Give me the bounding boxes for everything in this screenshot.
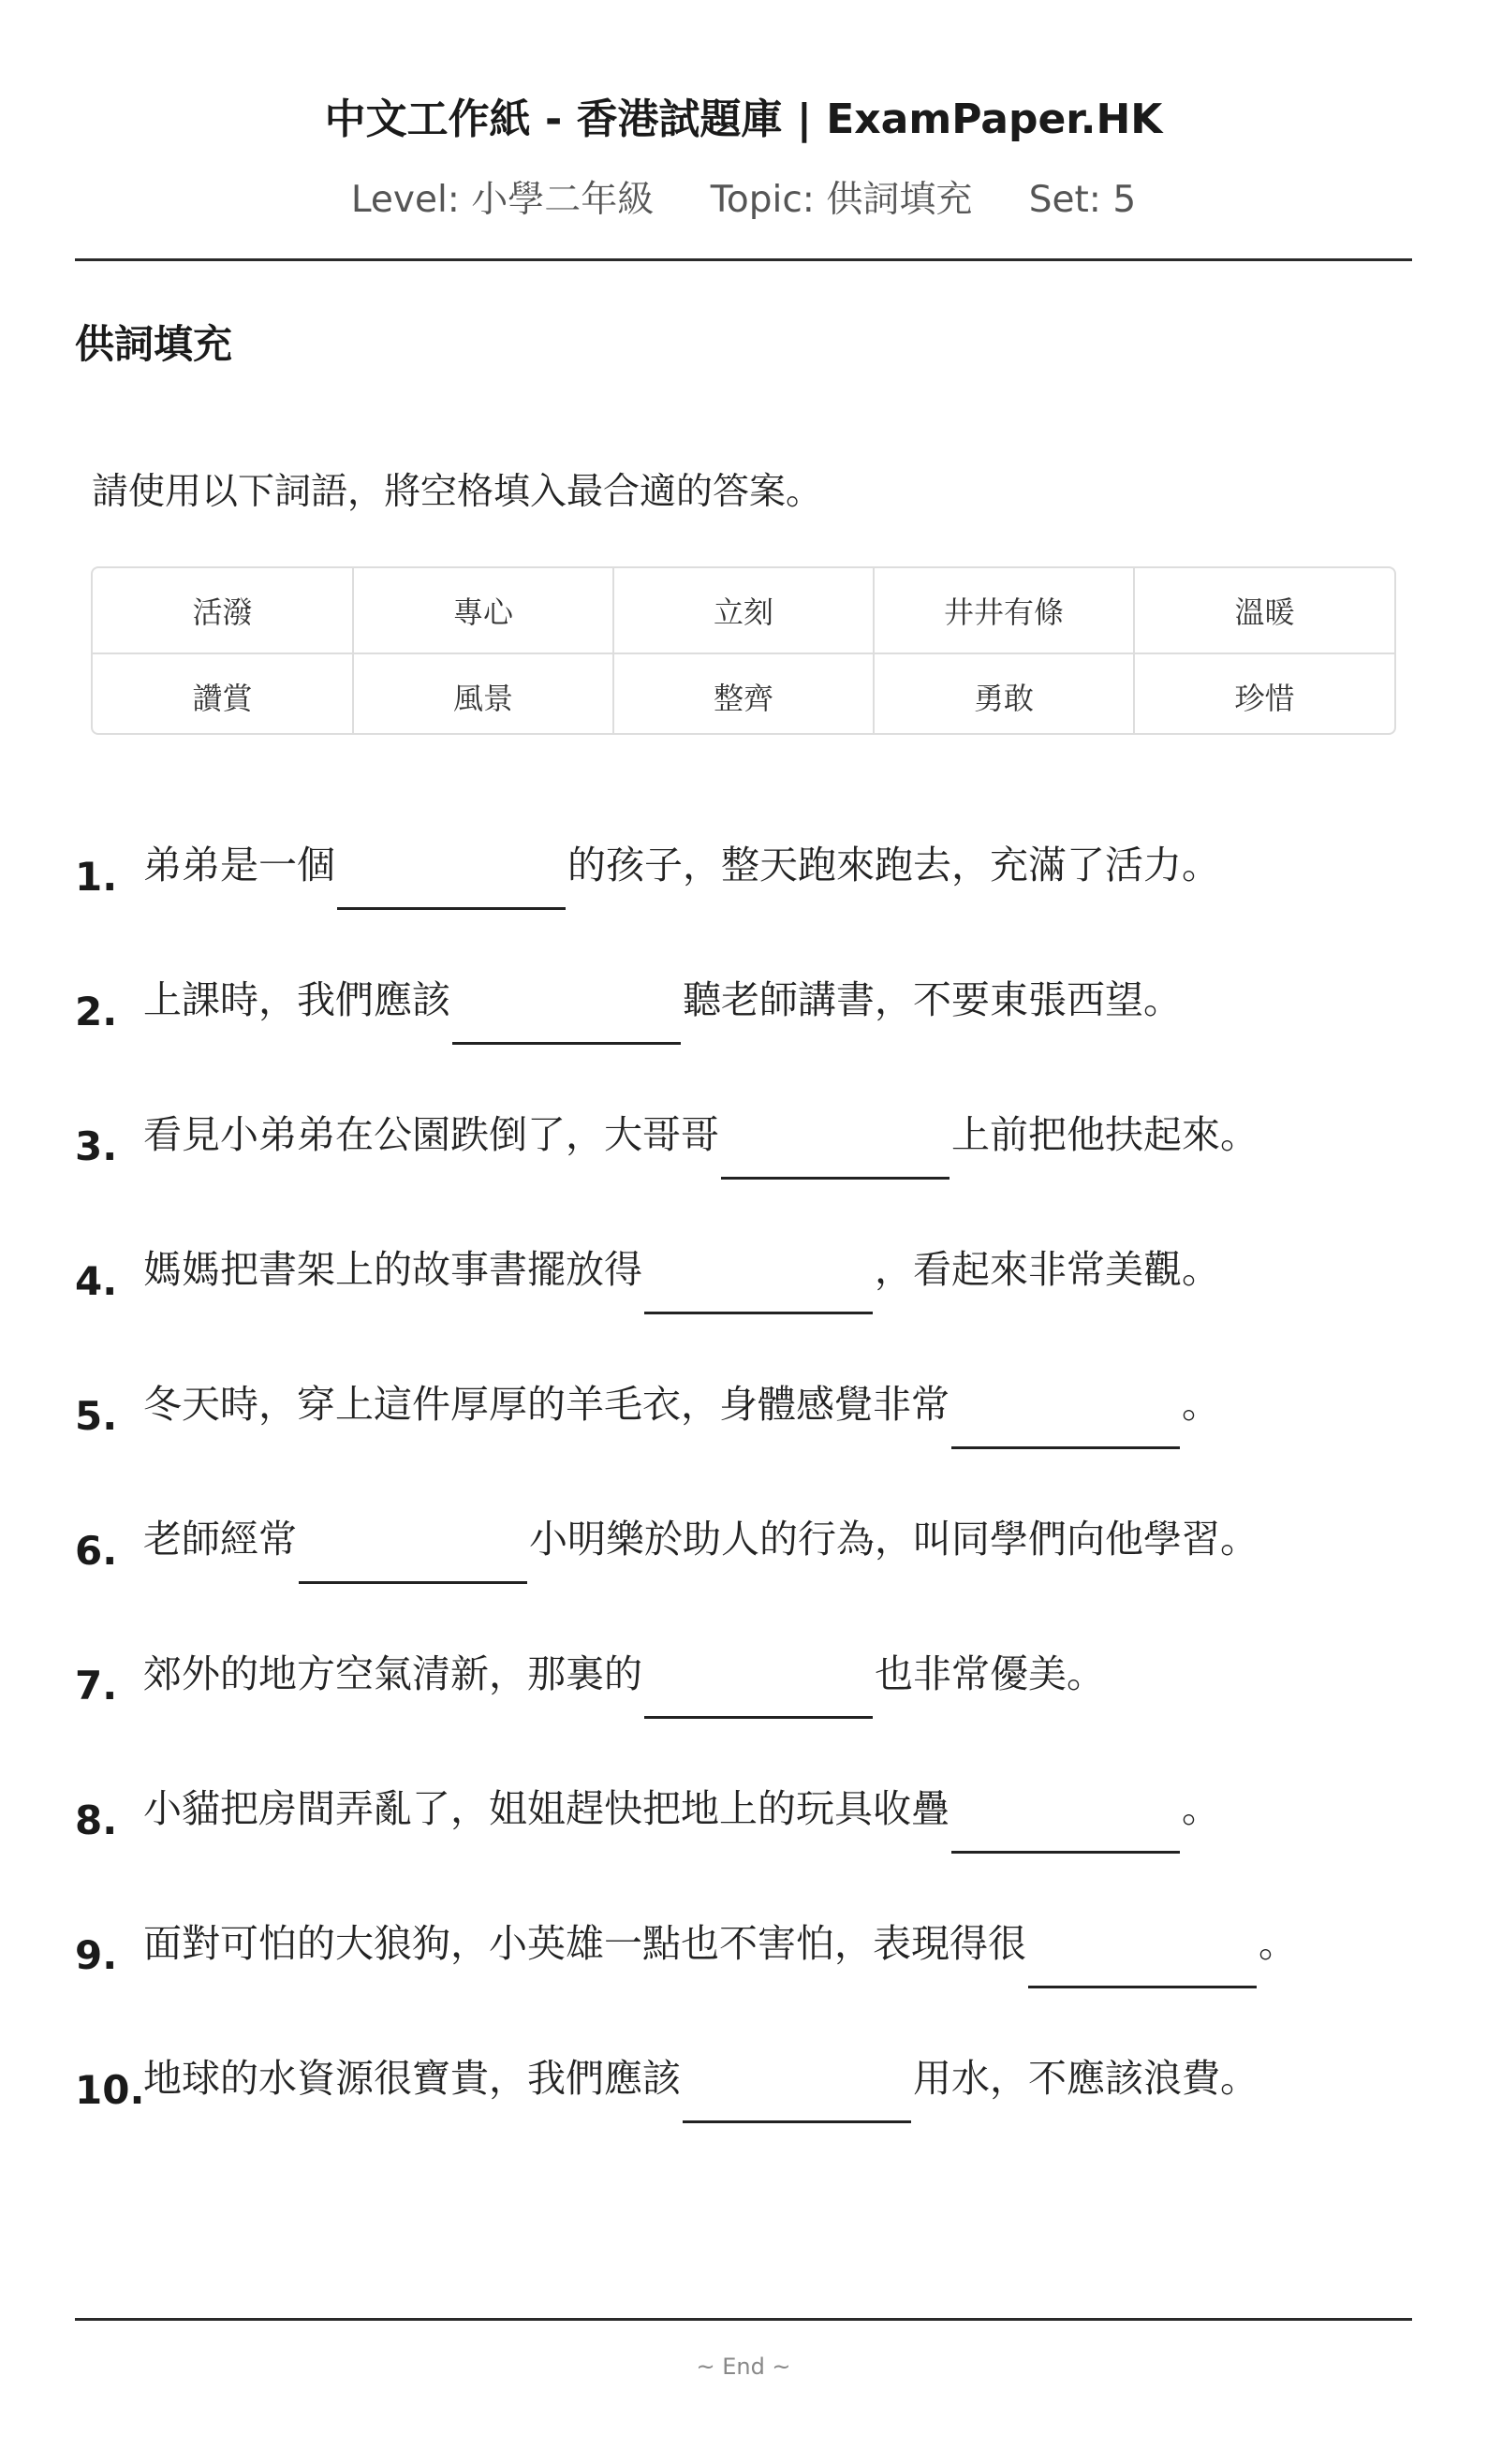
question-list [75,836,1412,2184]
question-text [143,1375,1220,1430]
question-text-after: ，看起來非常美觀。 [875,1247,1220,1292]
question-text [143,1780,1220,1835]
level-label: Level: 小學二年級 [350,179,655,221]
worksheet-title: 中文工作紙 - 香港試題庫 | ExamPaper.HK [324,95,1163,143]
question-text-after: 小明樂於助人的行為，叫同學們向他學習。 [529,1517,1259,1562]
word-bank-cell: 立刻 [613,568,874,653]
question-text [143,1106,1259,1161]
question-number: 10. [75,2067,145,2113]
question-text [143,1510,1259,1565]
word-bank-cell: 整齊 [613,653,874,735]
question-item [75,1375,1412,1510]
question-number: 9. [75,1932,118,1978]
topic-label: Topic: 供詞填充 [710,179,973,221]
question-number: 2. [75,989,118,1034]
question-number: 4. [75,1258,118,1304]
answer-blank[interactable] [951,1798,1180,1854]
question-text-after: 。 [1182,1382,1220,1427]
answer-blank[interactable] [951,1394,1180,1449]
word-bank-cell: 溫暖 [1134,568,1394,653]
question-text-before: 冬天時，穿上這件厚厚的羊毛衣，身體感覺非常 [143,1382,950,1427]
question-text-after: 。 [1182,1786,1220,1831]
word-bank-cell: 勇敢 [874,653,1134,735]
question-text [143,1645,1105,1700]
question-text [143,971,1182,1026]
question-text-before: 郊外的地方空氣清新，那裏的 [143,1651,642,1696]
answer-blank[interactable] [644,1664,873,1719]
set-label: Set: 5 [1028,179,1137,221]
question-item [75,1645,1412,1780]
question-number: 6. [75,1528,118,1574]
footer-end-text: ~ End ~ [696,2354,791,2380]
question-item [75,1914,1412,2049]
section-title: 供詞填充 [75,321,233,367]
question-text-after: 用水，不應該浪費。 [913,2056,1259,2101]
question-number: 7. [75,1663,118,1709]
question-item [75,1106,1412,1240]
answer-blank[interactable] [721,1124,950,1180]
question-number: 5. [75,1393,118,1439]
question-item [75,1510,1412,1645]
question-text-before: 面對可怕的大狼狗，小英雄一點也不害怕，表現得很 [143,1921,1026,1966]
question-item [75,836,1412,971]
header-divider [75,258,1412,261]
question-text [143,836,1220,891]
worksheet-page [75,0,1412,2464]
word-bank-cell: 風景 [353,653,613,735]
answer-blank[interactable] [1028,1933,1257,1988]
word-bank-row [93,653,1394,735]
question-text-before: 上課時，我們應該 [143,977,450,1022]
answer-blank[interactable] [337,855,566,910]
question-item [75,971,1412,1106]
answer-blank[interactable] [683,2068,911,2123]
question-item [75,1240,1412,1375]
question-item [75,2049,1412,2184]
question-text-after: 也非常優美。 [875,1651,1105,1696]
word-bank-row [93,568,1394,653]
question-number: 8. [75,1797,118,1843]
worksheet-meta [75,176,1412,225]
word-bank-cell: 井井有條 [874,568,1134,653]
instruction-text: 請使用以下詞語，將空格填入最合適的答案。 [92,471,823,513]
question-text-before: 老師經常 [143,1517,297,1562]
answer-blank[interactable] [644,1259,873,1314]
question-text [143,1914,1297,1970]
question-item [75,1780,1412,1914]
question-text-before: 弟弟是一個 [143,843,335,887]
word-bank-cell: 活潑 [93,568,353,653]
question-number: 3. [75,1123,118,1169]
word-bank-cell: 專心 [353,568,613,653]
question-text [143,2049,1259,2105]
question-text-before: 小貓把房間弄亂了，姐姐趕快把地上的玩具收疊 [143,1786,950,1831]
question-text [143,1240,1220,1296]
word-bank [91,566,1396,735]
word-bank-table [93,568,1394,735]
question-text-before: 媽媽把書架上的故事書擺放得 [143,1247,642,1292]
question-text-before: 地球的水資源很寶貴，我們應該 [143,2056,681,2101]
word-bank-cell: 珍惜 [1234,681,1295,716]
answer-blank[interactable] [299,1529,527,1584]
answer-blank[interactable] [452,990,681,1045]
question-text-before: 看見小弟弟在公園跌倒了，大哥哥 [143,1112,719,1157]
word-bank-cell: 讚賞 [93,653,353,735]
question-number: 1. [75,854,118,900]
footer-divider [75,2318,1412,2321]
question-text-after: 。 [1259,1921,1297,1966]
question-text-after: 聽老師講書，不要東張西望。 [683,977,1182,1022]
question-text-after: 上前把他扶起來。 [951,1112,1259,1157]
question-text-after: 的孩子，整天跑來跑去，充滿了活力。 [567,843,1220,887]
